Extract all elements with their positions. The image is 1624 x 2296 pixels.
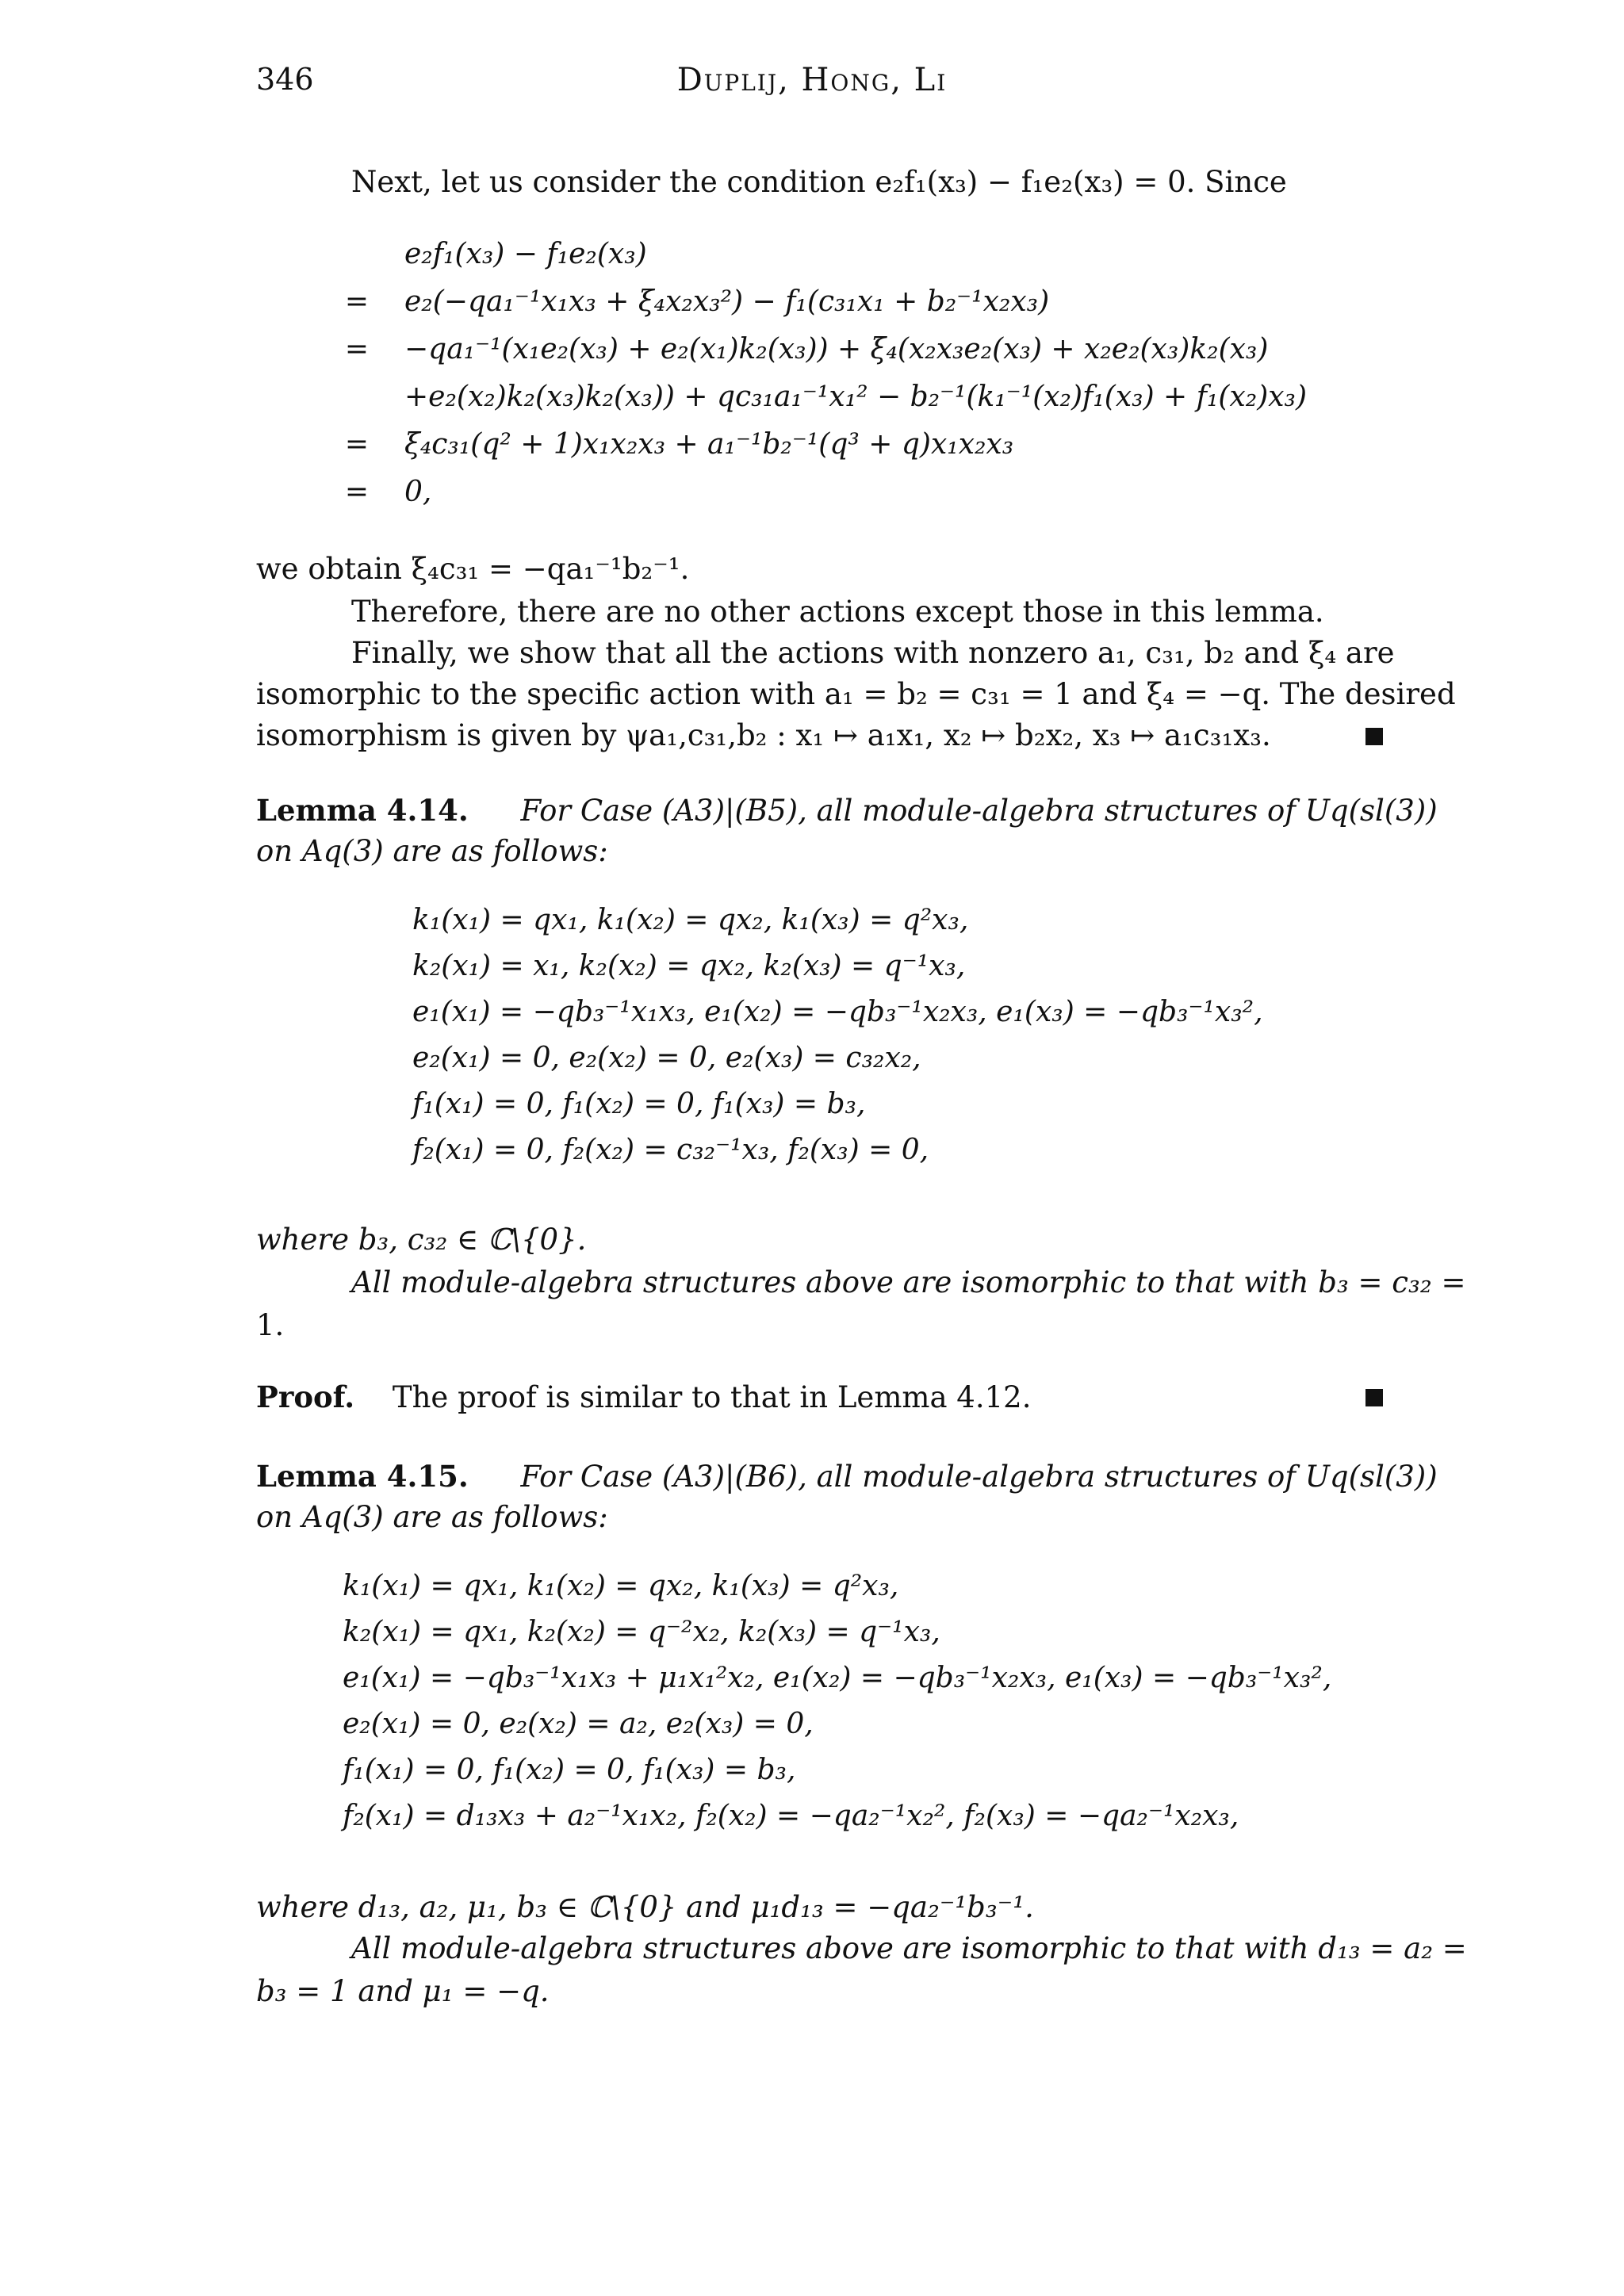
lemma-4-14-header (256, 793, 1438, 828)
derivation-relation: = (344, 285, 370, 318)
proof-label: Proof. (256, 1380, 355, 1414)
intro-line: Next, let us consider the condition e₂f₁(x₃) − f₁e₂(x₃) = 0. Since (351, 165, 1287, 199)
obtain-line: we obtain ξ₄c₃₁ = −qa₁⁻¹b₂⁻¹. (256, 552, 690, 586)
qed-mark (1365, 728, 1383, 745)
equation-line: k₁(x₁) = qx₁, k₁(x₂) = qx₂, k₁(x₃) = q²x₃, (412, 904, 969, 936)
therefore-line: Therefore, there are no other actions except those in this lemma. (351, 595, 1324, 629)
derivation-expression: e₂(−qa₁⁻¹x₁x₃ + ξ₄x₂x₃²) − f₁(c₃₁x₁ + b₂⁻¹x₂x₃) (404, 285, 1050, 318)
lemma-4-14-where: where b₃, c₃₂ ∈ ℂ\{0}. (256, 1223, 587, 1257)
equation-line: e₂(x₁) = 0, e₂(x₂) = a₂, e₂(x₃) = 0, (343, 1708, 814, 1740)
finally-line-3: isomorphism is given by ψa₁,c₃₁,b₂ : x₁ ↦ a₁x₁, x₂ ↦ b₂x₂, x₃ ↦ a₁c₃₁x₃. (256, 718, 1271, 752)
running-head: Duplij, Hong, Li (676, 62, 948, 98)
lemma-4-15-iso-1: All module-algebra structures above are isomorphic to that with d₁₃ = a₂ = (351, 1931, 1467, 1965)
equation-line: k₂(x₁) = qx₁, k₂(x₂) = q⁻²x₂, k₂(x₃) = q⁻¹x₃, (343, 1616, 940, 1648)
lemma-label: Lemma 4.14. (256, 793, 469, 828)
lemma-4-14-equations (412, 904, 1364, 1189)
derivation-expression: +e₂(x₂)k₂(x₃)k₂(x₃)) + qc₃₁a₁⁻¹x₁² − b₂⁻¹(k₁⁻¹(x₂)f₁(x₃) + f₁(x₂)x₃) (404, 381, 1308, 413)
lemma-4-14-iso-2: 1. (256, 1308, 285, 1342)
qed-mark (1365, 1389, 1383, 1406)
proof-text: The proof is similar to that in Lemma 4.12. (392, 1380, 1032, 1414)
equation-line: e₁(x₁) = −qb₃⁻¹x₁x₃ + μ₁x₁²x₂, e₁(x₂) = −qb₃⁻¹x₂x₃, e₁(x₃) = −qb₃⁻¹x₃², (343, 1662, 1332, 1694)
lemma-4-15-where: where d₁₃, a₂, μ₁, b₃ ∈ ℂ\{0} and μ₁d₁₃ = −qa₂⁻¹b₃⁻¹. (256, 1890, 1034, 1924)
equation-line: f₂(x₁) = d₁₃x₃ + a₂⁻¹x₁x₂, f₂(x₂) = −qa₂⁻¹x₂², f₂(x₃) = −qa₂⁻¹x₂x₃, (343, 1800, 1239, 1832)
equation-line: k₁(x₁) = qx₁, k₁(x₂) = qx₂, k₁(x₃) = q²x₃, (343, 1570, 899, 1602)
lemma-4-15-equations (343, 1570, 1373, 1855)
equation-line: k₂(x₁) = x₁, k₂(x₂) = qx₂, k₂(x₃) = q⁻¹x₃, (412, 950, 966, 982)
equation-line: e₂(x₁) = 0, e₂(x₂) = 0, e₂(x₃) = c₃₂x₂, (412, 1042, 921, 1074)
lemma-statement-cont: on Aq(3) are as follows: (256, 1500, 608, 1534)
derivation-block (341, 238, 1372, 515)
derivation-relation: = (344, 428, 370, 461)
lemma-4-14-iso-1: All module-algebra structures above are isomorphic to that with b₃ = c₃₂ = (351, 1265, 1466, 1299)
equation-line: e₁(x₁) = −qb₃⁻¹x₁x₃, e₁(x₂) = −qb₃⁻¹x₂x₃, e₁(x₃) = −qb₃⁻¹x₃², (412, 996, 1263, 1028)
proof-line (256, 1380, 1031, 1414)
derivation-relation: = (344, 476, 370, 508)
equation-line: f₁(x₁) = 0, f₁(x₂) = 0, f₁(x₃) = b₃, (343, 1754, 796, 1786)
derivation-expression: e₂f₁(x₃) − f₁e₂(x₃) (404, 238, 647, 270)
lemma-4-15-iso-2: b₃ = 1 and μ₁ = −q. (256, 1974, 550, 2008)
lemma-4-15-header (256, 1459, 1438, 1494)
lemma-statement-cont: on Aq(3) are as follows: (256, 834, 608, 868)
derivation-expression: ξ₄c₃₁(q² + 1)x₁x₂x₃ + a₁⁻¹b₂⁻¹(q³ + q)x₁x₂x₃ (404, 428, 1014, 461)
finally-line-1: Finally, we show that all the actions with nonzero a₁, c₃₁, b₂ and ξ₄ are (351, 636, 1395, 670)
derivation-expression: 0, (404, 476, 432, 508)
lemma-label: Lemma 4.15. (256, 1459, 469, 1494)
equation-line: f₁(x₁) = 0, f₁(x₂) = 0, f₁(x₃) = b₃, (412, 1088, 866, 1120)
page-number: 346 (256, 62, 314, 97)
derivation-expression: −qa₁⁻¹(x₁e₂(x₃) + e₂(x₁)k₂(x₃)) + ξ₄(x₂x₃e₂(x₃) + x₂e₂(x₃)k₂(x₃) (404, 333, 1269, 365)
derivation-relation: = (344, 333, 370, 365)
lemma-statement: For Case (A3)|(B5), all module-algebra structures of Uq(sl(3)) (520, 794, 1438, 828)
lemma-statement: For Case (A3)|(B6), all module-algebra structures of Uq(sl(3)) (520, 1460, 1438, 1494)
finally-line-2: isomorphic to the specific action with a₁ = b₂ = c₃₁ = 1 and ξ₄ = −q. The desired (256, 677, 1456, 711)
equation-line: f₂(x₁) = 0, f₂(x₂) = c₃₂⁻¹x₃, f₂(x₃) = 0, (412, 1134, 929, 1166)
